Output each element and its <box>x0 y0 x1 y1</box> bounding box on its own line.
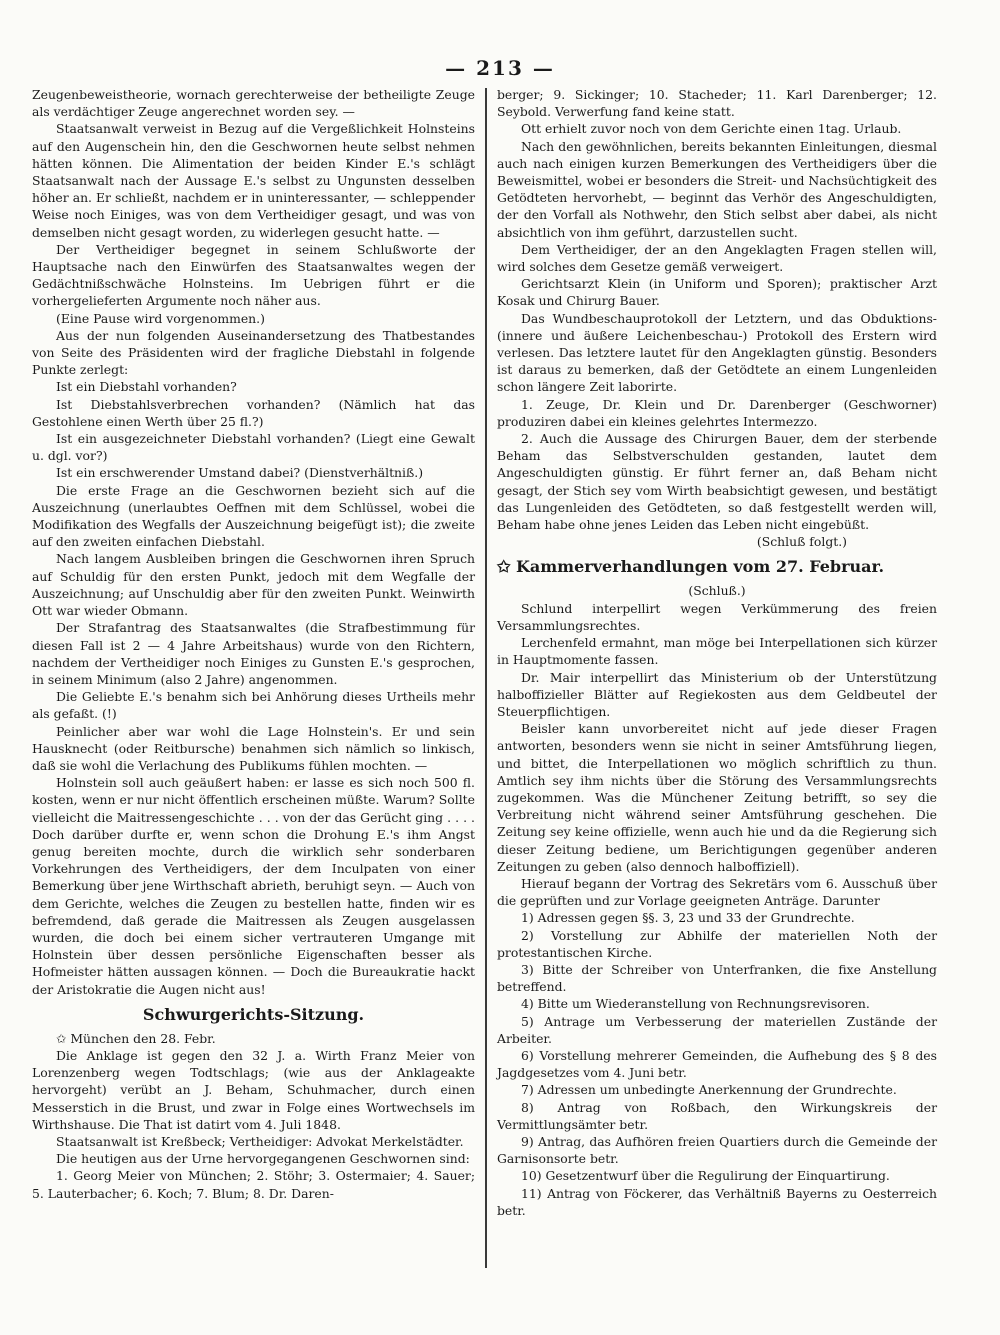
left-column <box>32 86 475 1202</box>
paragraph: Zeugenbeweistheorie, wornach gerechterweise der betheiligte Zeuge als verdächtiger Zeuge angerechnet worden sey. — <box>32 87 475 120</box>
paragraph: Die erste Frage an die Geschwornen bezieht sich auf die Auszeichnung (unerlaubtes Oeffnen mit dem Schlüssel, wobei die Modifikation des Wegfalls der Auszeichnung beigefügt ist); die zweite auf den zweiten einfachen Diebstahl. <box>32 482 475 550</box>
paragraph: 2. Auch die Aussage des Chirurgen Bauer, dem der sterbende Beham das Selbstverschulden gestanden, lautet dem Angeschuldigten günstig. Er führt ferner an, daß Beham nicht gesagt, der Stich sey vom Wirth beabsichtigt gewesen, und bestätigt das Lungenleiden des Getödteten, so daß festgestellt werden will, Beham habe ohne jenes Leiden das Leben nicht eingebüßt. <box>497 431 937 533</box>
list-item: 9) Antrag, das Aufhören freien Quartiers durch die Gemeinde der Garnisonsorte betr. <box>497 1133 937 1167</box>
list-item: 2) Vorstellung zur Abhilfe der materiellen Noth der protestantischen Kirche. <box>497 927 937 960</box>
paragraph: Die Anklage ist gegen den 32 J. a. Wirth Franz Meier von Lorenzenberg wegen Todtschlags; (wie aus der Anklageakte hervorgeht) verübt an J. Beham, Schuhmacher, durch einen Messerstich in die Brust, und zwar in Folge eines Wortwechsels im Wirthshause. Die That ist datirt vom 4. Juli 1848. <box>32 1047 475 1132</box>
paragraph: Lerchenfeld ermahnt, man möge bei Interpellationen sich kürzer in Hauptmomente fassen. <box>497 635 937 668</box>
section-heading: ✩ Kammerverhandlungen vom 27. Februar. <box>497 557 885 577</box>
paragraph: Ott erhielt zuvor noch von dem Gerichte einen 1tag. Urlaub. <box>521 121 902 137</box>
right-column <box>497 86 937 1219</box>
page-number: — 213 — <box>445 56 555 80</box>
paragraph: (Eine Pause wird vorgenommen.) <box>56 310 265 326</box>
question-item: Ist ein ausgezeichneter Diebstahl vorhanden? (Liegt eine Gewalt u. dgl. vor?) <box>32 431 475 464</box>
list-item: 3) Bitte der Schreiber von Unterfranken, die fixe Anstellung betreffend. <box>497 961 937 995</box>
paragraph: berger; 9. Sickinger; 10. Stacheder; 11. Karl Darenberger; 12. Seybold. Verwerfung fand keine statt. <box>497 87 937 120</box>
paragraph: Gerichtsarzt Klein (in Uniform und Sporen); praktischer Arzt Kosak und Chirurg Bauer. <box>497 276 937 309</box>
paragraph: Staatsanwalt verweist in Bezug auf die Vergeßlichkeit Holnsteins auf den Augenschein hin, den die Geschwornen heute selbst nehmen hätten können. Die Alimentation der beiden Kinder E.'s schlägt Staatsanwalt nach der Aussage E.'s selbst zu Ungunsten desselben höher an. Er schließt, nachdem er in uninteressanter, — schleppender Weise noch Einiges, was von dem Vertheidiger gesagt, und was von demselben nicht gesagt worden, zu widerlegen gesucht hatte. — <box>32 121 475 240</box>
paragraph: Nach den gewöhnlichen, bereits bekannten Einleitungen, diesmal auch nach einigen kurzen Bemerkungen des Vertheidigers über die Beweismittel, wobei er besonders die Streit- und Nachsüchtigkeit des Getödteten hervorhebt, — beginnt das Verhör des Angeschuldigten, der den Vorfall als Nothwehr, den Stich selbst aber dabei, als nicht absichtlich von ihm geführt, darzustellen sucht. <box>497 138 937 240</box>
paragraph: Das Wundbeschauprotokoll der Letztern, und das Obduktions- (innere und äußere Leichenbeschau-) Protokoll des Erstern wird verlesen. Das letztere lautet für den Angeklagten günstig. Besonders ist daraus zu bemerken, daß der Getödtete an einem Lungenleiden schon längere Zeit laborirte. <box>497 310 937 395</box>
list-item: 11) Antrag von Föckerer, das Verhältniß Bayerns zu Oesterreich betr. <box>497 1185 937 1218</box>
list-item: 10) Gesetzentwurf über die Regulirung der Einquartirung. <box>521 1168 890 1184</box>
paragraph: 1. Zeuge, Dr. Klein und Dr. Darenberger (Geschworner) produziren dabei ein kleines gelehrtes Intermezzo. <box>497 396 937 429</box>
section-heading: Schwurgerichts-Sitzung. <box>142 1004 365 1024</box>
paragraph: Beisler kann unvorbereitet nicht auf jede dieser Fragen antworten, besonders wenn sie nicht in seiner Amtsführung liegen, und bittet, die Interpellationen wo möglich schriftlich zu thun. Amtlich sey ihm nichts über die Störung des Versammlungsrechts zugekommen. Was die Münchener Zeitung betrifft, so sey die Verbreitung nicht während seiner Amtsführung geschehen. Die Zeitung sey keine offizielle, wenn auch hie und da die Regierung sich dieser Zeitung bediene, um Berichtigungen gegenüber anderen Zeitungen zu geben (also dennoch halboffiziell). <box>497 721 937 874</box>
paragraph: Aus der nun folgenden Auseinandersetzung des Thatbestandes von Seite des Präsidenten wird der fragliche Diebstahl in folgende Punkte zerlegt: <box>32 327 475 378</box>
paragraph: Hierauf begann der Vortrag des Sekretärs vom 6. Ausschuß über die geprüften und zur Vorlage geeigneten Anträge. Darunter <box>497 875 937 909</box>
paragraph: Dr. Mair interpellirt das Ministerium ob der Unterstützung halboffizieller Blätter auf Regiekosten aus dem Geldbeutel der Steuerpflichtigen. <box>497 669 937 719</box>
question-item: Ist Diebstahlsverbrechen vorhanden? (Nämlich hat das Gestohlene einen Werth über 25 fl.?) <box>32 396 475 429</box>
column-divider <box>485 88 487 1268</box>
list-item: 5) Antrage um Verbesserung der materiellen Zustände der Arbeiter. <box>497 1013 937 1046</box>
list-item: 1) Adressen gegen §§. 3, 23 und 33 der Grundrechte. <box>521 910 855 926</box>
dateline: ✩ München den 28. Febr. <box>56 1030 216 1046</box>
paragraph: Nach langem Ausbleiben bringen die Geschwornen ihren Spruch auf Schuldig für den ersten Punkt, jedoch mit dem Wegfalle der Auszeichnung; auf Unschuldig aber für den zweiten Punkt. Weinwirth Ott war wieder Obmann. <box>32 551 475 619</box>
paragraph: Schlund interpellirt wegen Verkümmerung des freien Versammlungsrechtes. <box>497 600 937 633</box>
paragraph: Dem Vertheidiger, der an den Angeklagten Fragen stellen will, wird solches dem Gesetze gemäß verweigert. <box>497 241 937 275</box>
list-item: 8) Antrag von Roßbach, den Wirkungskreis der Vermittlungsämter betr. <box>497 1099 937 1132</box>
question-item: Ist ein Diebstahl vorhanden? <box>56 379 237 395</box>
paragraph: Der Strafantrag des Staatsanwaltes (die Strafbestimmung für diesen Fall ist 2 — 4 Jahre Arbeitshaus) wurde von den Richtern, nachdem der Vertheidiger noch Einiges zu Gunsten E.'s gesprochen, in seinem Minimum (also 2 Jahre) angenommen. <box>32 620 475 687</box>
paragraph: 1. Georg Meier von München; 2. Stöhr; 3. Ostermaier; 4. Sauer; 5. Lauterbacher; 6. Koch; 7. Blum; 8. Dr. Daren- <box>32 1168 475 1201</box>
section-subheading: (Schluß.) <box>688 583 746 599</box>
list-item: 6) Vorstellung mehrerer Gemeinden, die Aufhebung des § 8 des Jagdgesetzes vom 4. Juni betr. <box>497 1047 937 1081</box>
paragraph: Die Geliebte E.'s benahm sich bei Anhörung dieses Urtheils mehr als gefaßt. (!) <box>32 689 475 722</box>
paragraph: Die heutigen aus der Urne hervorgegangenen Geschwornen sind: <box>56 1151 470 1167</box>
list-item: 4) Bitte um Wiederanstellung von Rechnungsrevisoren. <box>521 996 870 1012</box>
list-item: 7) Adressen um unbedingte Anerkennung der Grundrechte. <box>521 1082 897 1098</box>
paragraph: Peinlicher aber war wohl die Lage Holnstein's. Er und sein Hausknecht (oder Reitbursche) benahmen sich nämlich so linkisch, daß sie wohl die Verlachung des Publikums fühlen mochten. — <box>32 723 475 773</box>
continuation-note: (Schluß folgt.) <box>756 534 847 550</box>
paragraph: Holnstein soll auch geäußert haben: er lasse es sich noch 500 fl. kosten, wenn er nur nicht öffentlich erscheinen müßte. Warum? Sollte vielleicht die Maitressengeschichte . . . von der das Gerücht ging . . . . Doch darüber durfte er, wenn schon die Drohung E.'s ihm Angst genug bereiten mochte, durch die wirklich sehr sonderbaren Vorkehrungen des Vertheidigers, der dem Inculpaten von einer Bemerkung über jene Wirthschaft abrieth, beruhigt seyn. — Auch von dem Gerichte, welches die Zeugen zu bestellen hatte, finden wir es befremdend, daß gerade die Maitressen als Zeugen ausgelassen wurden, die doch bei einem sicher vertrauteren Umgange mit Holnstein über dessen persönliche Eigenschaften besser als Hofmeister hätten aussagen können. — Doch die Bureaukratie hackt der Aristokratie die Augen nicht aus! <box>32 775 475 997</box>
paragraph: Der Vertheidiger begegnet in seinem Schlußworte der Hauptsache nach den Einwürfen des Staatsanwaltes wegen der Gedächtnißschwäche Holnsteins. Im Uebrigen führt er die vorhergelieferten Argumente noch näher aus. <box>32 241 475 309</box>
question-item: Ist ein erschwerender Umstand dabei? (Dienstverhältniß.) <box>56 465 424 481</box>
paragraph: Staatsanwalt ist Kreßbeck; Vertheidiger: Advokat Merkelstädter. <box>56 1133 464 1149</box>
